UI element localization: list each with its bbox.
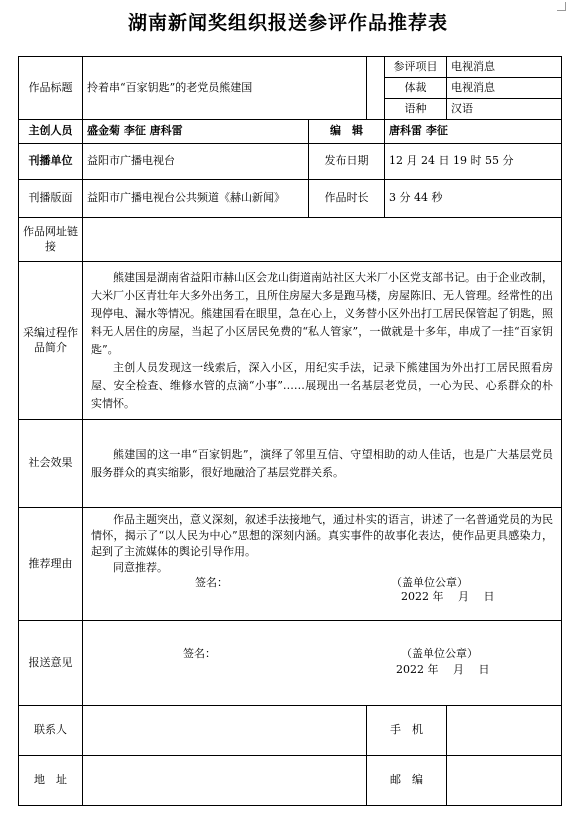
reason-paragraph: 作品主题突出，意义深刻，叙述手法接地气，通过朴实的语言，讲述了一名普通党员的为民情怀，揭示了“以人民为中心”思想的深刻内涵。真实事件的故事化表达，使作品更具感染力，起到了主流媒体的舆论引导作用。 [91, 513, 553, 558]
effect-cell [83, 420, 562, 508]
address-label: 地 址 [19, 756, 83, 806]
url-value [83, 218, 562, 262]
process-paragraph-2: 主创人员发现这一线索后，深入小区，用纪实手法，记录下熊建国为外出打工居民照看房屋、安全检查、维修水管的点滴“小事”……展现出一名基层老党员，一心为民、心系群众的朴实情怀。 [91, 360, 553, 410]
creators-label: 主创人员 [19, 120, 83, 144]
editor-label: 编 辑 [309, 120, 385, 144]
process-cell [83, 262, 562, 420]
postcode-value[interactable] [447, 756, 562, 806]
phone-label: 手 机 [367, 706, 447, 756]
category-label: 参评项目 [385, 57, 447, 78]
reason-date-line: 2022 年 月 日 [401, 590, 495, 603]
pub-date-value: 12 月 24 日 19 时 55 分 [385, 144, 562, 180]
reason-signature-block [91, 576, 553, 606]
reason-stamp-label: （盖单位公章） [391, 576, 468, 589]
genre-value: 电视消息 [447, 78, 562, 99]
creators-value: 盛金菊 李征 唐科雷 [83, 120, 309, 144]
contact-value[interactable] [83, 706, 367, 756]
effect-label: 社会效果 [19, 420, 83, 508]
url-label: 作品网址链接 [19, 218, 83, 262]
duration-label: 作品时长 [309, 180, 385, 218]
contact-label: 联系人 [19, 706, 83, 756]
language-label: 语种 [385, 99, 447, 120]
submit-signature-block [91, 643, 553, 683]
publisher-value: 益阳市广播电视台 [83, 144, 309, 180]
work-title-label: 作品标题 [19, 57, 83, 120]
recommendation-form-table [18, 56, 562, 806]
process-paragraph-1: 熊建国是湖南省益阳市赫山区会龙山街道南站社区大米厂小区党支部书记。由于企业改制，大米厂小区青壮年大多外出务工，且所住房屋大多是跑马楼，房屋陈旧、无人管理。经常性的出现停电、漏水等情况。熊建国看在眼里，急在心上，义务替小区外出打工居民保管起了钥匙，照料无人居住的房屋，当起了小区居民免费的“私人管家”，一做就是十多年，串成了一挂“百家钥匙”。 [91, 270, 553, 356]
postcode-label: 邮 编 [367, 756, 447, 806]
publisher-label: 刊播单位 [19, 144, 83, 180]
reason-cell [83, 508, 562, 621]
spacer-cell [367, 57, 385, 120]
layout-label: 刊播版面 [19, 180, 83, 218]
process-label: 采编过程作品简介 [19, 262, 83, 420]
work-title-value: 拎着串“百家钥匙”的老党员熊建国 [83, 57, 367, 120]
submit-date-line: 2022 年 月 日 [396, 663, 490, 676]
reason-signature-label: 签名： [195, 576, 228, 589]
submit-stamp-label: （盖单位公章） [401, 647, 478, 660]
page-title: 湖南新闻奖组织报送参评作品推荐表 [127, 12, 448, 34]
category-value: 电视消息 [447, 57, 562, 78]
reason-agree: 同意推荐。 [113, 561, 168, 574]
effect-paragraph: 熊建国的这一串“百家钥匙”，演绎了邻里互信、守望相助的动人佳话，也是广大基层党员服务群众的真实缩影，很好地融洽了基层党群关系。 [91, 447, 553, 479]
address-value[interactable] [83, 756, 367, 806]
phone-value[interactable] [447, 706, 562, 756]
submit-label: 报送意见 [19, 621, 83, 706]
layout-value: 益阳市广播电视台公共频道《赫山新闻》 [83, 180, 309, 218]
language-value: 汉语 [447, 99, 562, 120]
duration-value: 3 分 44 秒 [385, 180, 562, 218]
editors-value: 唐科雷 李征 [385, 120, 562, 144]
reason-label: 推荐理由 [19, 508, 83, 621]
submit-cell [83, 621, 562, 706]
submit-signature-label: 签名： [183, 647, 216, 660]
pub-date-label: 发布日期 [309, 144, 385, 180]
genre-label: 体裁 [385, 78, 447, 99]
